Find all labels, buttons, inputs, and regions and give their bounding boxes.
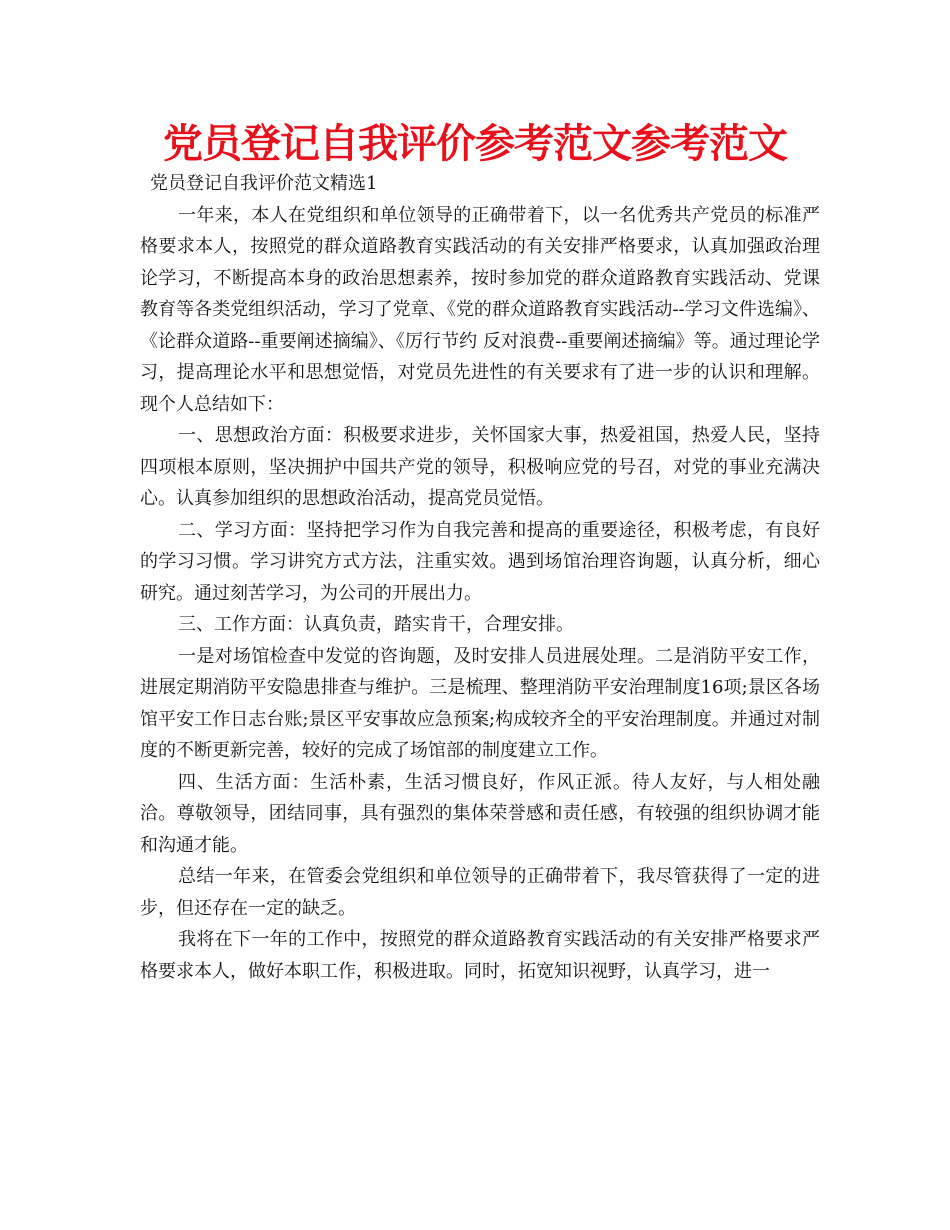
document-title: 党员登记自我评价参考范文参考范文: [163, 121, 787, 167]
paragraph-life: 四、生活方面：生活朴素，生活习惯良好，作风正派。待人友好，与人相处融洽。尊敬领导，团结同事，具有强烈的集体荣誉感和责任感，有较强的组织协调才能和沟通才能。: [140, 771, 820, 856]
paragraph-work: 三、工作方面：认真负责，踏实肯干，合理安排。: [178, 614, 574, 635]
paragraph-ideology: 一、思想政治方面：积极要求进步，关怀国家大事，热爱祖国，热爱人民，坚持四项根本原则，坚决拥护中国共产党的领导，积极响应党的号召，对党的事业充满决心。认真参加组织的思想政治活动，提高党员觉悟。: [140, 425, 820, 509]
document-subtitle: 党员登记自我评价范文精选1: [150, 173, 378, 194]
paragraph-study: 二、学习方面：坚持把学习作为自我完善和提高的重要途径，积极考虑，有良好的学习习惯。学习讲究方式方法，注重实效。遇到场馆治理咨询题，认真分析，细心研究。通过刻苦学习，为公司的开展出力。: [140, 519, 820, 604]
document-body: [140, 168, 820, 987]
paragraph-plan: 我将在下一年的工作中，按照党的群众道路教育实践活动的有关安排严格要求严格要求本人，做好本职工作，积极进取。同时，拓宽知识视野，认真学习，进一: [140, 929, 820, 982]
paragraph-intro: 一年来，本人在党组织和单位领导的正确带着下，以一名优秀共产党员的标准严格要求本人，按照党的群众道路教育实践活动的有关安排严格要求，认真加强政治理论学习，不断提高本身的政治思想素养，按时参加党的群众道路教育实践活动、党课教育等各类党组织活动，学习了党章、《党的群众道路教育实践活动--学习文件选编》、《论群众道路--重要阐述摘编》、《厉行节约 反对浪费--重要阐述摘编》等。通过理论学习，提高理论水平和思想觉悟，对党员先进性的有关要求有了进一步的认识和理解。现个人总结如下：: [140, 204, 820, 415]
paragraph-summary: 总结一年来，在管委会党组织和单位领导的正确带着下，我尽管获得了一定的进步，但还存在一定的缺乏。: [140, 866, 820, 919]
paragraph-work-details: 一是对场馆检查中发觉的咨询题，及时安排人员进展处理。二是消防平安工作，进展定期消防平安隐患排查与维护。三是梳理、整理消防平安治理制度16项;景区各场馆平安工作日志台账;景区平安事故应急预案;构成较齐全的平安治理制度。并通过对制度的不断更新完善，较好的完成了场馆部的制度建立工作。: [140, 645, 820, 761]
